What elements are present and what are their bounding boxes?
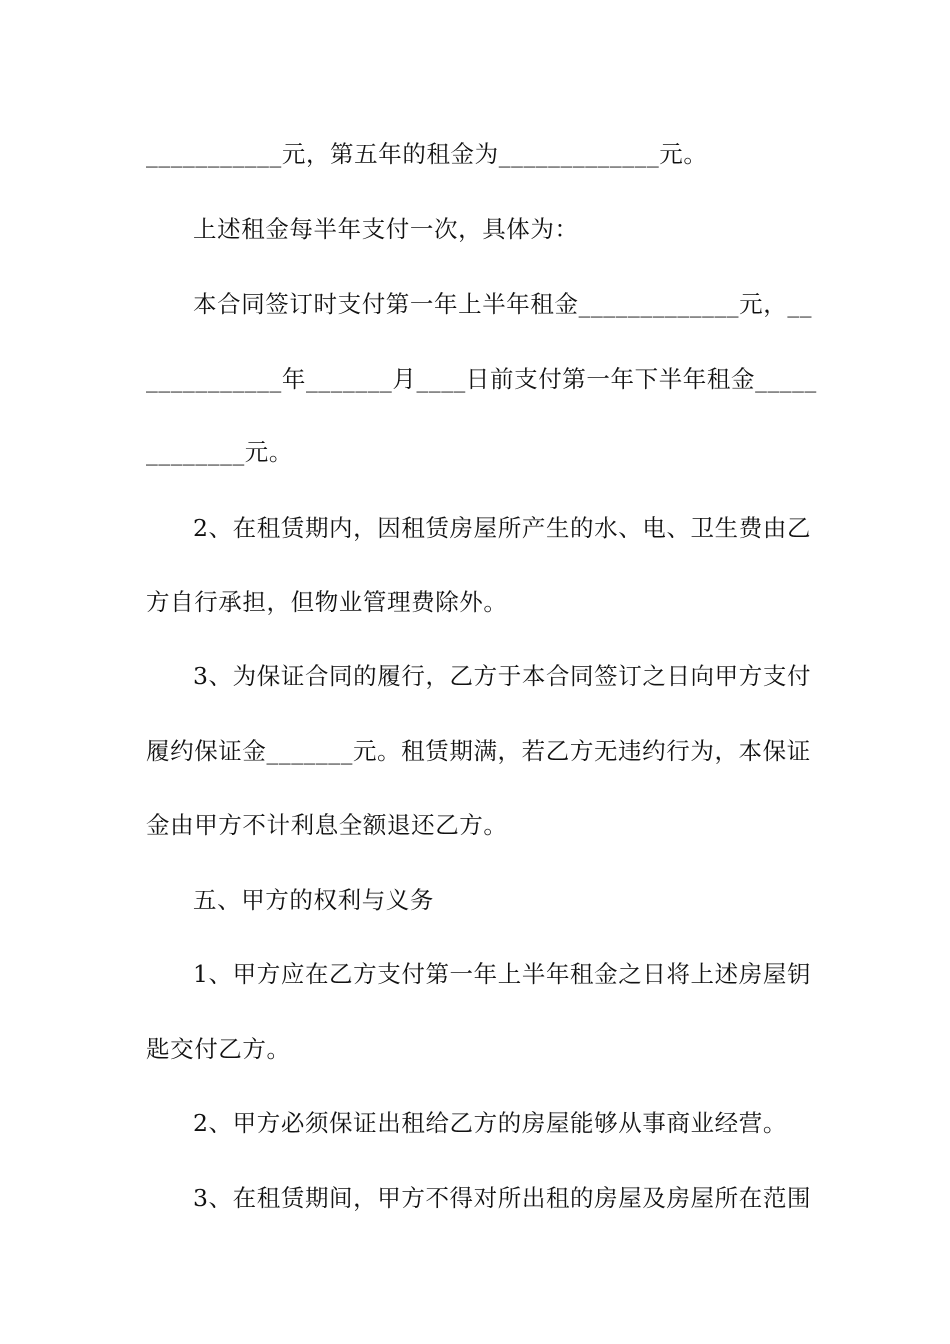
- text-line-clause-3-end: 金由甲方不计利息全额退还乙方。: [146, 811, 508, 839]
- text-line-clause-3-deposit: 3、为保证合同的履行，乙方于本合同签订之日向甲方支付: [193, 662, 812, 690]
- text-line-payment-schedule-intro: 上述租金每半年支付一次，具体为：: [193, 215, 579, 243]
- text-line-a-clause-1-cont: 匙交付乙方。: [146, 1035, 291, 1063]
- text-line-a-clause-3: 3、在租赁期间，甲方不得对所出租的房屋及房屋所在范围: [193, 1184, 812, 1212]
- text-line-a-clause-1: 1、甲方应在乙方支付第一年上半年租金之日将上述房屋钥: [193, 960, 812, 988]
- text-line-first-half-payment: 本合同签订时支付第一年上半年租金_____________元，__: [193, 290, 813, 318]
- text-line-payment-end: ________元。: [146, 438, 293, 466]
- section-heading-party-a-rights: 五、甲方的权利与义务: [193, 886, 434, 914]
- text-line-clause-2-utilities: 2、在租赁期内，因租赁房屋所产生的水、电、卫生费由乙: [193, 514, 812, 542]
- text-line-clause-3-cont: 履约保证金_______元。租赁期满，若乙方无违约行为，本保证: [146, 737, 811, 765]
- text-line-a-clause-2: 2、甲方必须保证出租给乙方的房屋能够从事商业经营。: [193, 1109, 787, 1137]
- text-line-clause-2-cont: 方自行承担，但物业管理费除外。: [146, 588, 508, 616]
- text-line-second-half-payment: ___________年_______月____日前支付第一年下半年租金_____: [146, 365, 817, 393]
- text-line-rent-fifth-year: ___________元，第五年的租金为_____________元。: [146, 140, 708, 168]
